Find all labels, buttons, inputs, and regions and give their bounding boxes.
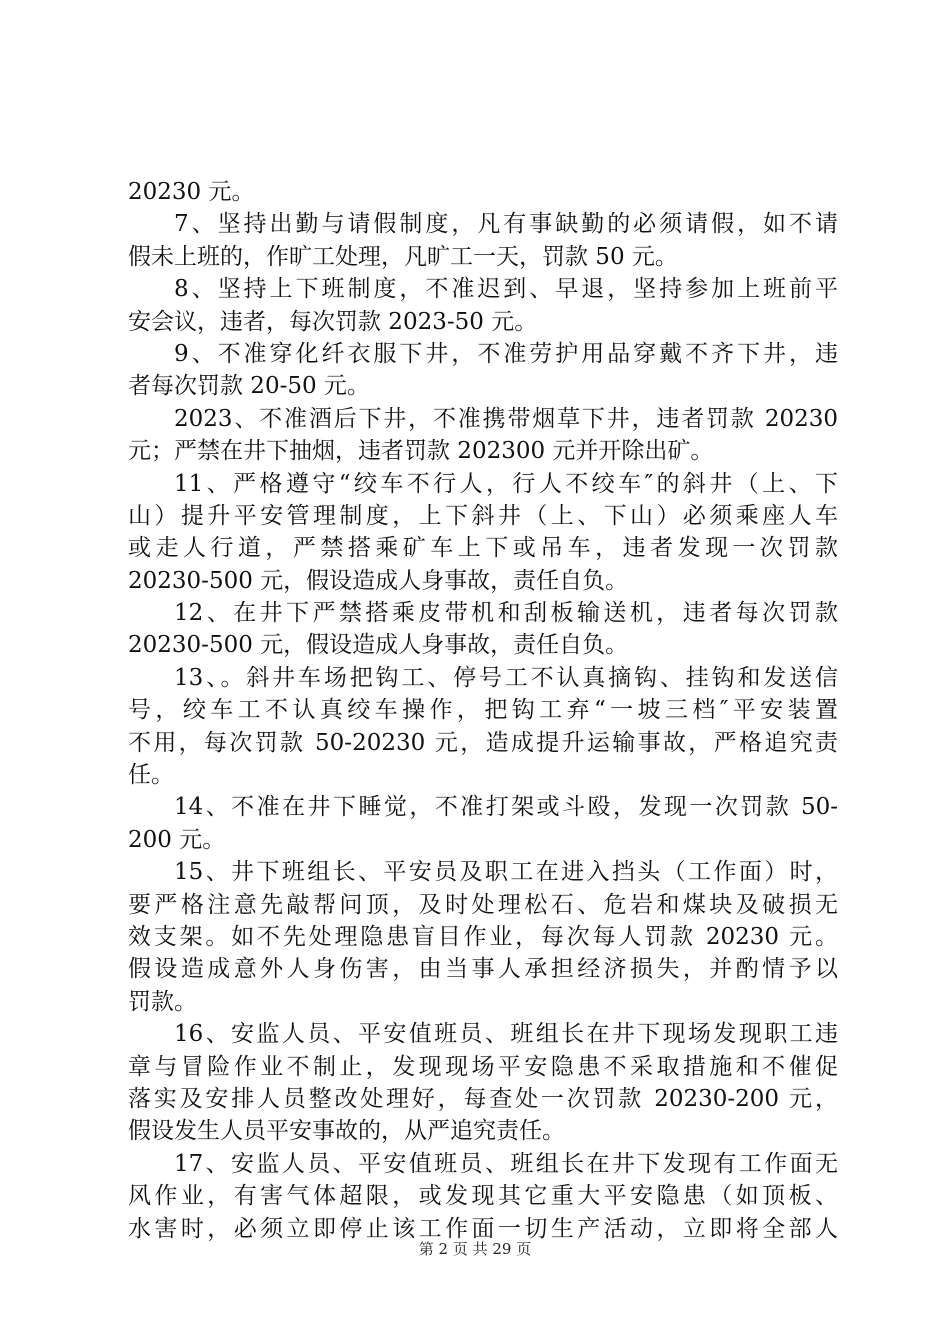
paragraph-line: 11、严格遵守“绞车不行人，行人不绞车″的斜井（上、下 (174, 470, 838, 497)
paragraph-line: 罚款。 (128, 988, 197, 1015)
paragraph-line: 20230 元。 (128, 179, 255, 205)
paragraph-line: 8、坚持上下班制度，不准迟到、早退，坚持参加上班前平 (174, 276, 838, 303)
paragraph-line: 安会议，违者，每次罚款 2023-50 元。 (128, 308, 538, 335)
paragraph (128, 338, 838, 403)
paragraph (128, 856, 838, 1018)
paragraph-line: 落实及安排人员整改处理好，每查处一次罚款 20230-200 元， (128, 1085, 838, 1112)
paragraph-line: 水害时，必须立即停止该工作面一切生产活动，立即将全部人 (128, 1215, 838, 1242)
paragraph (128, 662, 838, 792)
paragraph-line: 效支架。如不先处理隐患盲目作业，每次每人罚款 20230 元。 (128, 923, 838, 950)
paragraph (128, 1018, 838, 1148)
paragraph-line: 假未上班的，作旷工处理，凡旷工一天，罚款 50 元。 (128, 243, 678, 270)
paragraph-line: 20230-500 元，假设造成人身事故，责任自负。 (128, 567, 629, 594)
paragraph-line: 者每次罚款 20-50 元。 (128, 373, 370, 400)
paragraph (128, 403, 838, 468)
paragraph (128, 468, 838, 598)
paragraph-line: 15、井下班组长、平安员及职工在进入挡头（工作面）时， (174, 859, 838, 886)
paragraph-line: 元；严禁在井下抽烟，违者罚款 202300 元并开除出矿。 (128, 438, 714, 465)
paragraph-line: 山）提升平安管理制度，上下斜井（上、下山）必须乘座人车 (128, 502, 838, 529)
paragraph-line: 任。 (128, 762, 174, 789)
paragraph-line: 14、不准在井下睡觉，不准打架或斗殴，发现一次罚款 50- (174, 794, 838, 821)
paragraph-line: 章与冒险作业不制止，发现现场平安隐患不采取措施和不催促 (128, 1053, 838, 1080)
paragraph (128, 273, 838, 338)
paragraph-line: 号，绞车工不认真绞车操作，把钩工弃“一坡三档″平安装置 (128, 697, 838, 724)
paragraph (128, 1148, 838, 1245)
paragraph (128, 208, 838, 273)
paragraph-line: 200 元。 (128, 826, 226, 853)
document-body (128, 176, 838, 1245)
paragraph-line: 要严格注意先敲帮问顶，及时处理松石、危岩和煤块及破损无 (128, 891, 838, 918)
paragraph-line: 16、安监人员、平安值班员、班组长在井下现场发现职工违 (174, 1021, 838, 1048)
paragraph-line: 或走人行道，严禁搭乘矿车上下或吊车，违者发现一次罚款 (128, 535, 838, 562)
paragraph (128, 176, 838, 208)
paragraph-line: 7、坚持出勤与请假制度，凡有事缺勤的必须请假，如不请 (174, 211, 838, 238)
paragraph (128, 597, 838, 662)
paragraph-line: 2023、不准酒后下井，不准携带烟草下井，违者罚款 20230 (174, 405, 838, 432)
paragraph-line: 风作业，有害气体超限，或发现其它重大平安隐患（如顶板、 (128, 1183, 838, 1210)
paragraph-line: 不用，每次罚款 50-20230 元，造成提升运输事故，严格追究责 (128, 729, 838, 756)
paragraph-line: 假设发生人员平安事故的，从严追究责任。 (128, 1118, 565, 1145)
paragraph-line: 17、安监人员、平安值班员、班组长在井下发现有工作面无 (174, 1150, 838, 1177)
paragraph-line: 假设造成意外人身伤害，由当事人承担经济损失，并酌情予以 (128, 956, 838, 983)
paragraph-line: 12、在井下严禁搭乘皮带机和刮板输送机，违者每次罚款 (174, 600, 838, 627)
paragraph (128, 791, 838, 856)
page-footer: 第 2 页 共 29 页 (418, 1240, 532, 1258)
paragraph-line: 13、。斜井车场把钩工、停号工不认真摘钩、挂钩和发送信 (174, 664, 838, 691)
paragraph-line: 9、不准穿化纤衣服下井，不准劳护用品穿戴不齐下井，违 (174, 340, 838, 367)
paragraph-line: 20230-500 元，假设造成人身事故，责任自负。 (128, 632, 629, 659)
